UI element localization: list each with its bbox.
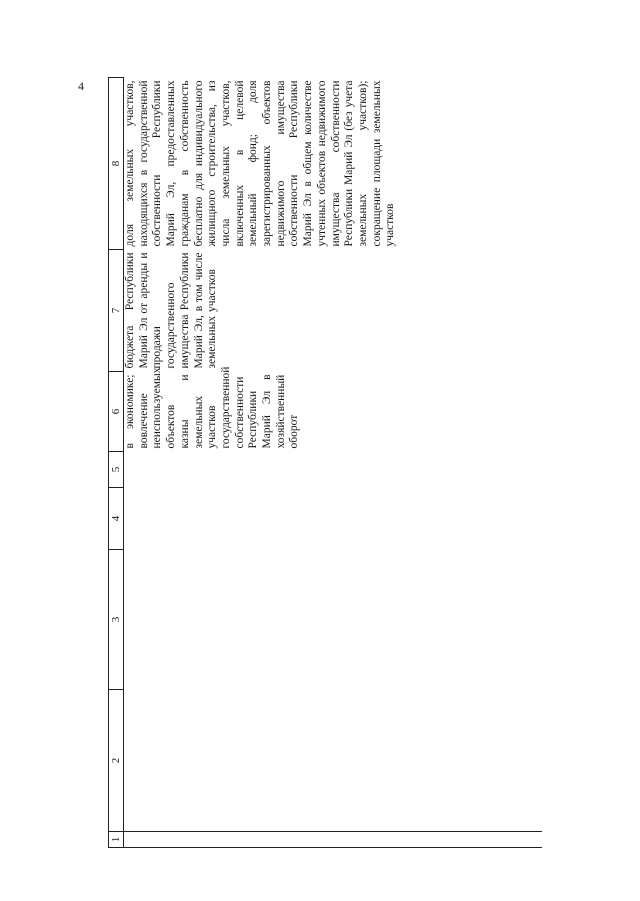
table-row [124, 78, 543, 848]
column-header-7: 7 [109, 250, 124, 372]
header-row [109, 78, 124, 848]
cell-text-col-8: доля земельных участков, находящихся в государственной собственности Республики Марий Эл, предоставленных гражданам в собственность бесплатно для индивидуального жилищного строительства, из числа земельных участков, включенных в целевой земельный фонд; доля зарегистрированных объектов недвижимого имущества собственности Республики Марий Эл в общем количестве учтенных объектов недвижимого имущества собственности Республики Марий Эл (без учета земельных участков); сокращение площади земельных участков [124, 80, 397, 247]
cell-col-8 [124, 78, 543, 250]
cell-text-col-7: бюджета Республики Марий Эл от аренды и продажи государственного имущества Республики Марий Эл, в том числе земельных участков [124, 252, 219, 369]
column-header-4: 4 [109, 488, 124, 550]
data-table [108, 77, 542, 848]
page-number: 4 [78, 79, 84, 93]
cell-col-7 [124, 250, 543, 372]
cell-col-2 [124, 690, 543, 832]
rotated-table-sheet [108, 78, 548, 848]
cell-col-4 [124, 488, 543, 550]
cell-col-3 [124, 550, 543, 690]
column-header-8: 8 [109, 78, 124, 250]
column-header-5: 5 [109, 452, 124, 488]
column-header-3: 3 [109, 550, 124, 690]
cell-col-5 [124, 452, 543, 488]
cell-col-6 [124, 366, 543, 452]
column-header-2: 2 [109, 690, 124, 832]
cell-text-col-6: в экономике; вовлечение неиспользуемых объектов казны и земельных участков государственной собственности Республики Марий Эл в хозяйственный оборот [124, 366, 301, 449]
column-header-6: 6 [109, 372, 124, 452]
cell-col-1 [124, 832, 543, 848]
column-header-1: 1 [109, 832, 124, 848]
